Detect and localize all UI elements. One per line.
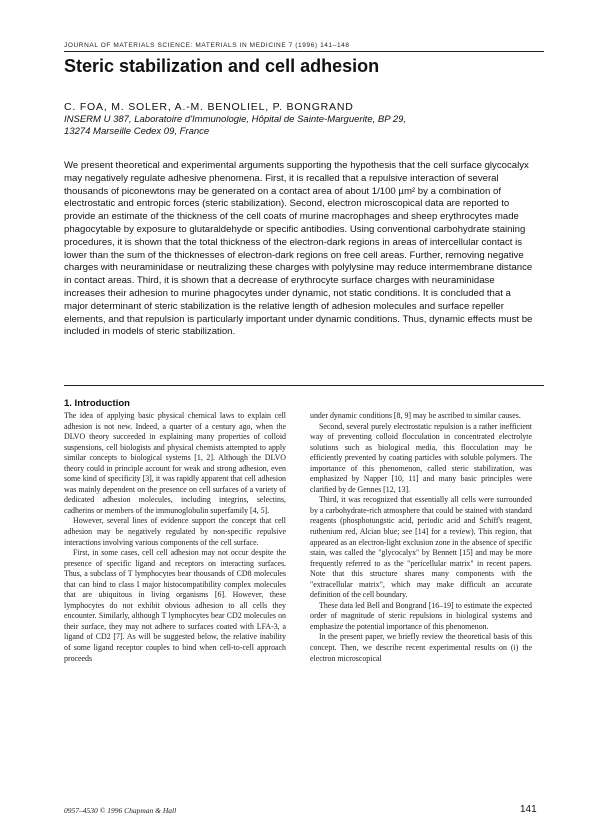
abstract-rule (64, 385, 544, 386)
paragraph: First, in some cases, cell cell adhesion may not occur despite the presence of specific ligand and receptors on interacting surfaces. Thus, a subclass of T lymphocytes bear thousands of CD8 molecules that can bind to class I major histocompatibility complex molecules that are ubiquitous in living organisms [6]. However, these lymphocytes do not exhibit obvious adhesion to all cells they encounter. Similarly, although T lymphocytes bear CD2 molecules on their surface, they may not adhere to surfaces coated with LFA-3, a ligand of CD2 [7]. As will be suggested below, the relative inability of some ligand receptor couples to bind when cell-to-cell approach proceeds (64, 548, 286, 663)
page-number: 141 (520, 804, 537, 815)
affiliation-line-2: 13274 Marseille Cedex 09, France (64, 126, 210, 137)
journal-header: JOURNAL OF MATERIALS SCIENCE: MATERIALS IN MEDICINE 7 (1996) 141–148 (64, 42, 350, 49)
paragraph: However, several lines of evidence support the concept that cell adhesion may be negatively regulated by non-specific repulsive interactions involving various components of the cell surface. (64, 516, 286, 547)
paragraph: Third, it was recognized that essentially all cells were surrounded by a carbohydrate-rich atmosphere that could be stained with standard reagents (phosphotungstic acid, periodic acid and Schiff's reagent, ruthenium red, Alcian blue; see [14] for a review). This region, that appeared as an electron-light exclusion zone in the absence of specific stain, was called the "glycocalyx" by Bennett [15] and may be more frequently referred to as the "pericellular matrix" in recent papers. Note that this structure shares many components with the "extracellular matrix", which may make difficult an accurate definition of the cell boundary. (310, 495, 532, 600)
paragraph: The idea of applying basic physical chemical laws to explain cell adhesion is not new. Indeed, a quarter of a century ago, when the DLVO theory succeeded in explaining many properties of colloid suspensions, cell biologists and physical chemists attempted to apply similar concepts to biological systems [1, 2]. Although the DLVO theory could in principle account for weak and strong adhesion, even some kind of specificity [3], it was rapidly apparent that cell adhesion was mainly dependent on the presence on cell surfaces of a variety of dedicated adhesion molecules, including integrins, selectins, cadherins or members of the immunoglobulin superfamily [4, 5]. (64, 411, 286, 515)
article-authors: C. FOA, M. SOLER, A.-M. BENOLIEL, P. BONGRAND (64, 101, 354, 113)
left-column (64, 411, 286, 664)
right-column (310, 411, 532, 664)
paragraph: Second, several purely electrostatic repulsion is a rather inefficient way of preventing colloid flocculation in concentrated electrolyte solutions such as biological media, this flocculation may be efficiently prevented by coating particles with soluble polymers. The importance of this phenomenon, called steric stabilization, was emphasized by Napper [10, 11] and many basic principles were clarified by de Gennes [12, 13]. (310, 421, 532, 494)
abstract: We present theoretical and experimental arguments supporting the hypothesis that the cell surface glycocalyx may negatively regulate adhesive phenomena. First, it is recalled that a repulsive interaction of several thousands of piconewtons may be generated on a contact area of about 1/100 µm² by a combination of electrostatic and entropic forces (steric stabilization). Second, electron microscopical data are reported to provide an estimate of the thickness of the cell coats of murine macrophages and sheep erythrocytes made phagocytable by exposure to glutaraldehyde or specific antibodies. Using conventional carbohydrate staining procedures, it is shown that the total thickness of the electron-dark regions in areas of intercellular contact is lower than the sum of the thicknesses of electron-dark regions on free cell areas. Further, removing negative charges with neuraminidase or neutralizing these charges with polylysine may reduce intermembrane distance in contact areas. Third, it is shown that a decrease of erythrocyte surface charges with neuraminidase increases their adhesion to murine phagocytes under dynamic, not static conditions. It is concluded that a major determinant of steric stabilization is the relative length of adhesion molecules and surface repeller elements, and that repulsion is particularly important under dynamic conditions. Thus, dynamic effects must be included in models of steric stabilization. (64, 160, 533, 338)
paragraph: These data led Bell and Bongrand [16–19] to estimate the expected order of magnitude of steric repulsions in biological systems and emphasize the potential importance of this phenomenon. (310, 600, 532, 631)
article-title: Steric stabilization and cell adhesion (64, 56, 380, 76)
affiliation-line-1: INSERM U 387, Laboratoire d'Immunologie, Hôpital de Sainte-Marguerite, BP 29, (64, 114, 407, 125)
section-heading: 1. Introduction (64, 398, 130, 409)
paragraph: under dynamic conditions [8, 9] may be ascribed to similar causes. (310, 411, 521, 420)
footer-issn: 0957–4530 © 1996 Chapman & Hall (64, 806, 177, 815)
paragraph: In the present paper, we briefly review the theoretical basis of this concept. Then, we describe recent experimental results on (i) the electron microscopical (310, 632, 532, 663)
article-affiliation (64, 114, 534, 138)
header-rule (64, 51, 544, 52)
